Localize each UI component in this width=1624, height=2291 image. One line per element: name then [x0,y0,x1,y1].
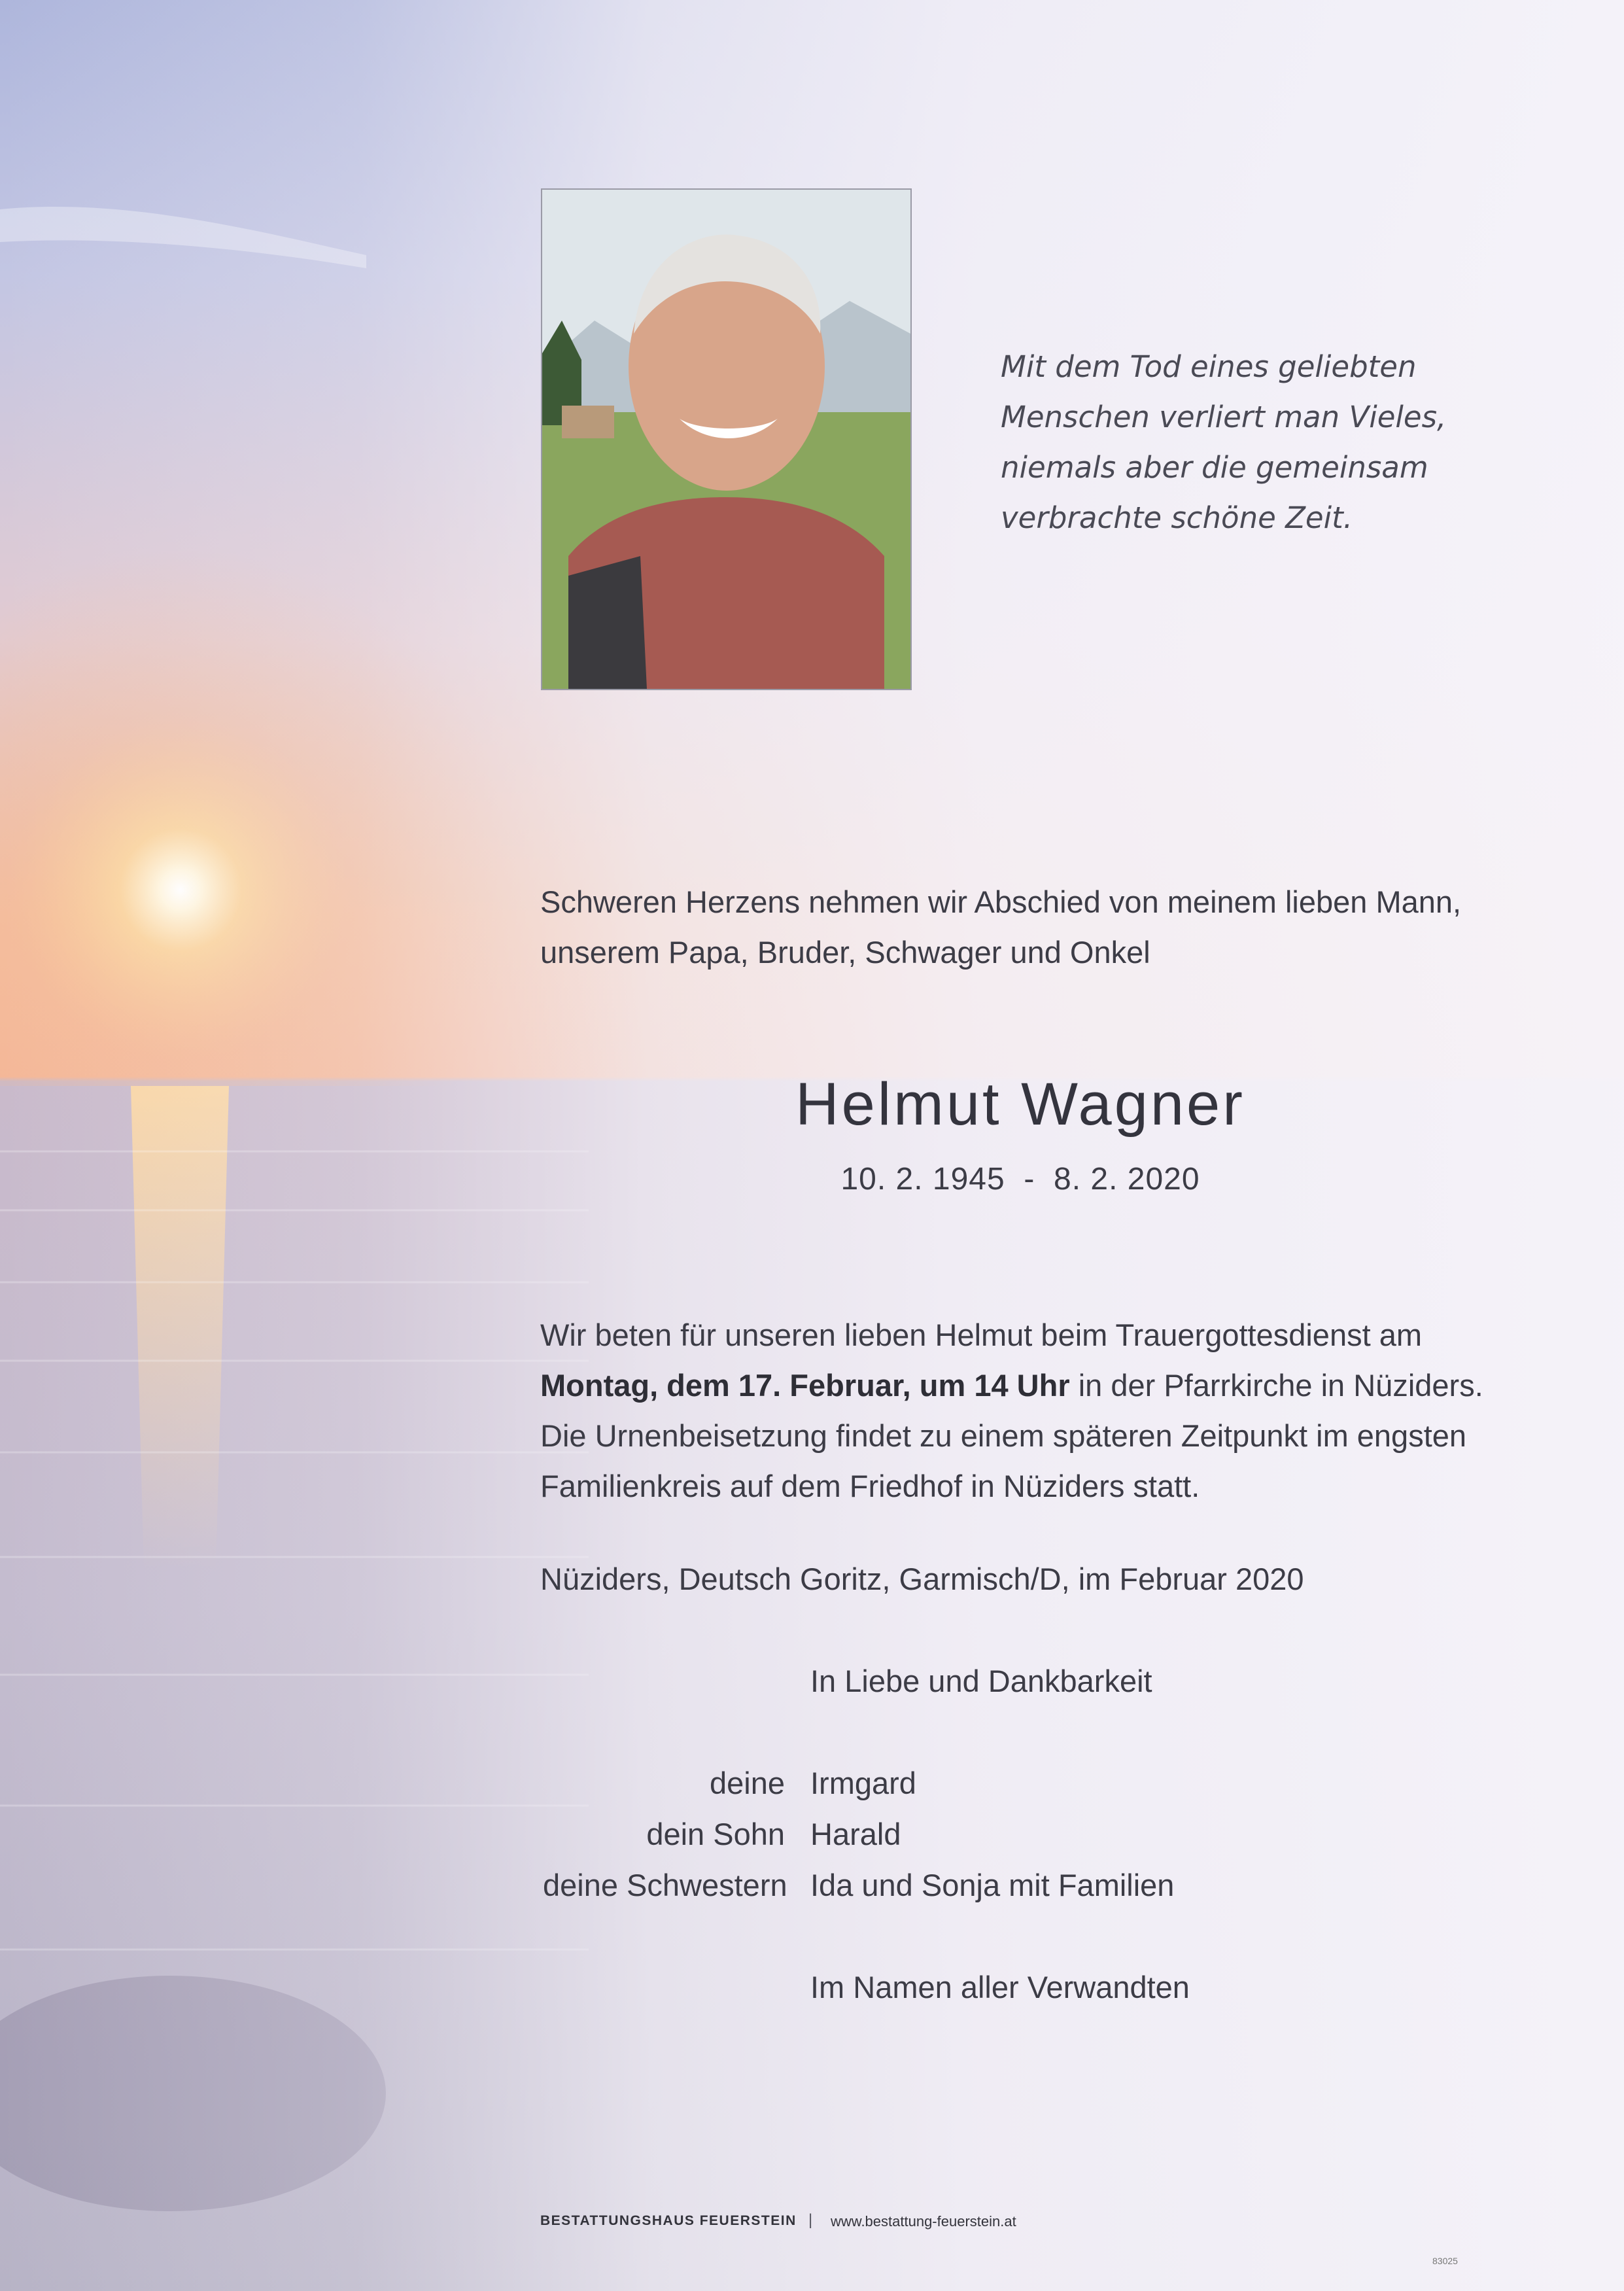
relative-names: Ida und Sonja mit Familien [810,1868,1175,1902]
quote-line: Mit dem Tod eines geliebten [1001,349,1417,384]
footer-separator: | [808,2211,813,2229]
service-line: Wir beten für unseren lieben Helmut beim Trauergottesdienst am [540,1318,1422,1352]
service-location: in der Pfarrkirche in Nüziders. [1069,1368,1483,1403]
service-line: Die Urnenbeisetzung findet zu einem späteren Zeitpunkt im engsten [540,1418,1467,1453]
service-date-time: Montag, dem 17. Februar, um 14 Uhr [540,1368,1070,1403]
quote-line: Menschen verliert man Vieles, [1001,400,1447,434]
service-announcement [540,1310,1587,1511]
intro-line: unserem Papa, Bruder, Schwager und Onkel [540,935,1150,970]
on-behalf-line: Im Namen aller Verwandten [810,1970,1190,2004]
service-line: Familienkreis auf dem Friedhof in Nüziders statt. [540,1469,1200,1503]
life-dates: 10. 2. 1945 - 8. 2. 2020 [840,1162,1200,1197]
relative-relation: deine [710,1766,785,1800]
place-and-date: Nüziders, Deutsch Goritz, Garmisch/D, im Februar 2020 [540,1562,1304,1596]
deceased-name: Helmut Wagner [795,1071,1245,1138]
relative-names: Irmgard [810,1766,916,1800]
portrait-illustration [542,190,910,689]
print-code: 83025 [1432,2256,1458,2266]
memorial-quote [1001,341,1498,543]
closing-phrase: In Liebe und Dankbarkeit [810,1664,1152,1698]
portrait-photo [541,188,912,690]
service-line-date [540,1360,1587,1410]
quote-line: verbrachte schöne Zeit. [1001,500,1353,535]
quote-line: niemals aber die gemeinsam [1001,450,1428,485]
relative-relation: deine Schwestern [543,1868,787,1902]
funeral-home-website-link[interactable]: www.bestattung-feuerstein.at [831,2213,1016,2230]
relative-relation: dein Sohn [646,1817,785,1851]
intro-line: Schweren Herzens nehmen wir Abschied von meinem lieben Mann, [540,884,1462,919]
relative-names: Harald [810,1817,901,1851]
intro-text [540,877,1561,977]
funeral-home-name: BESTATTUNGSHAUS FEUERSTEIN [540,2213,797,2228]
